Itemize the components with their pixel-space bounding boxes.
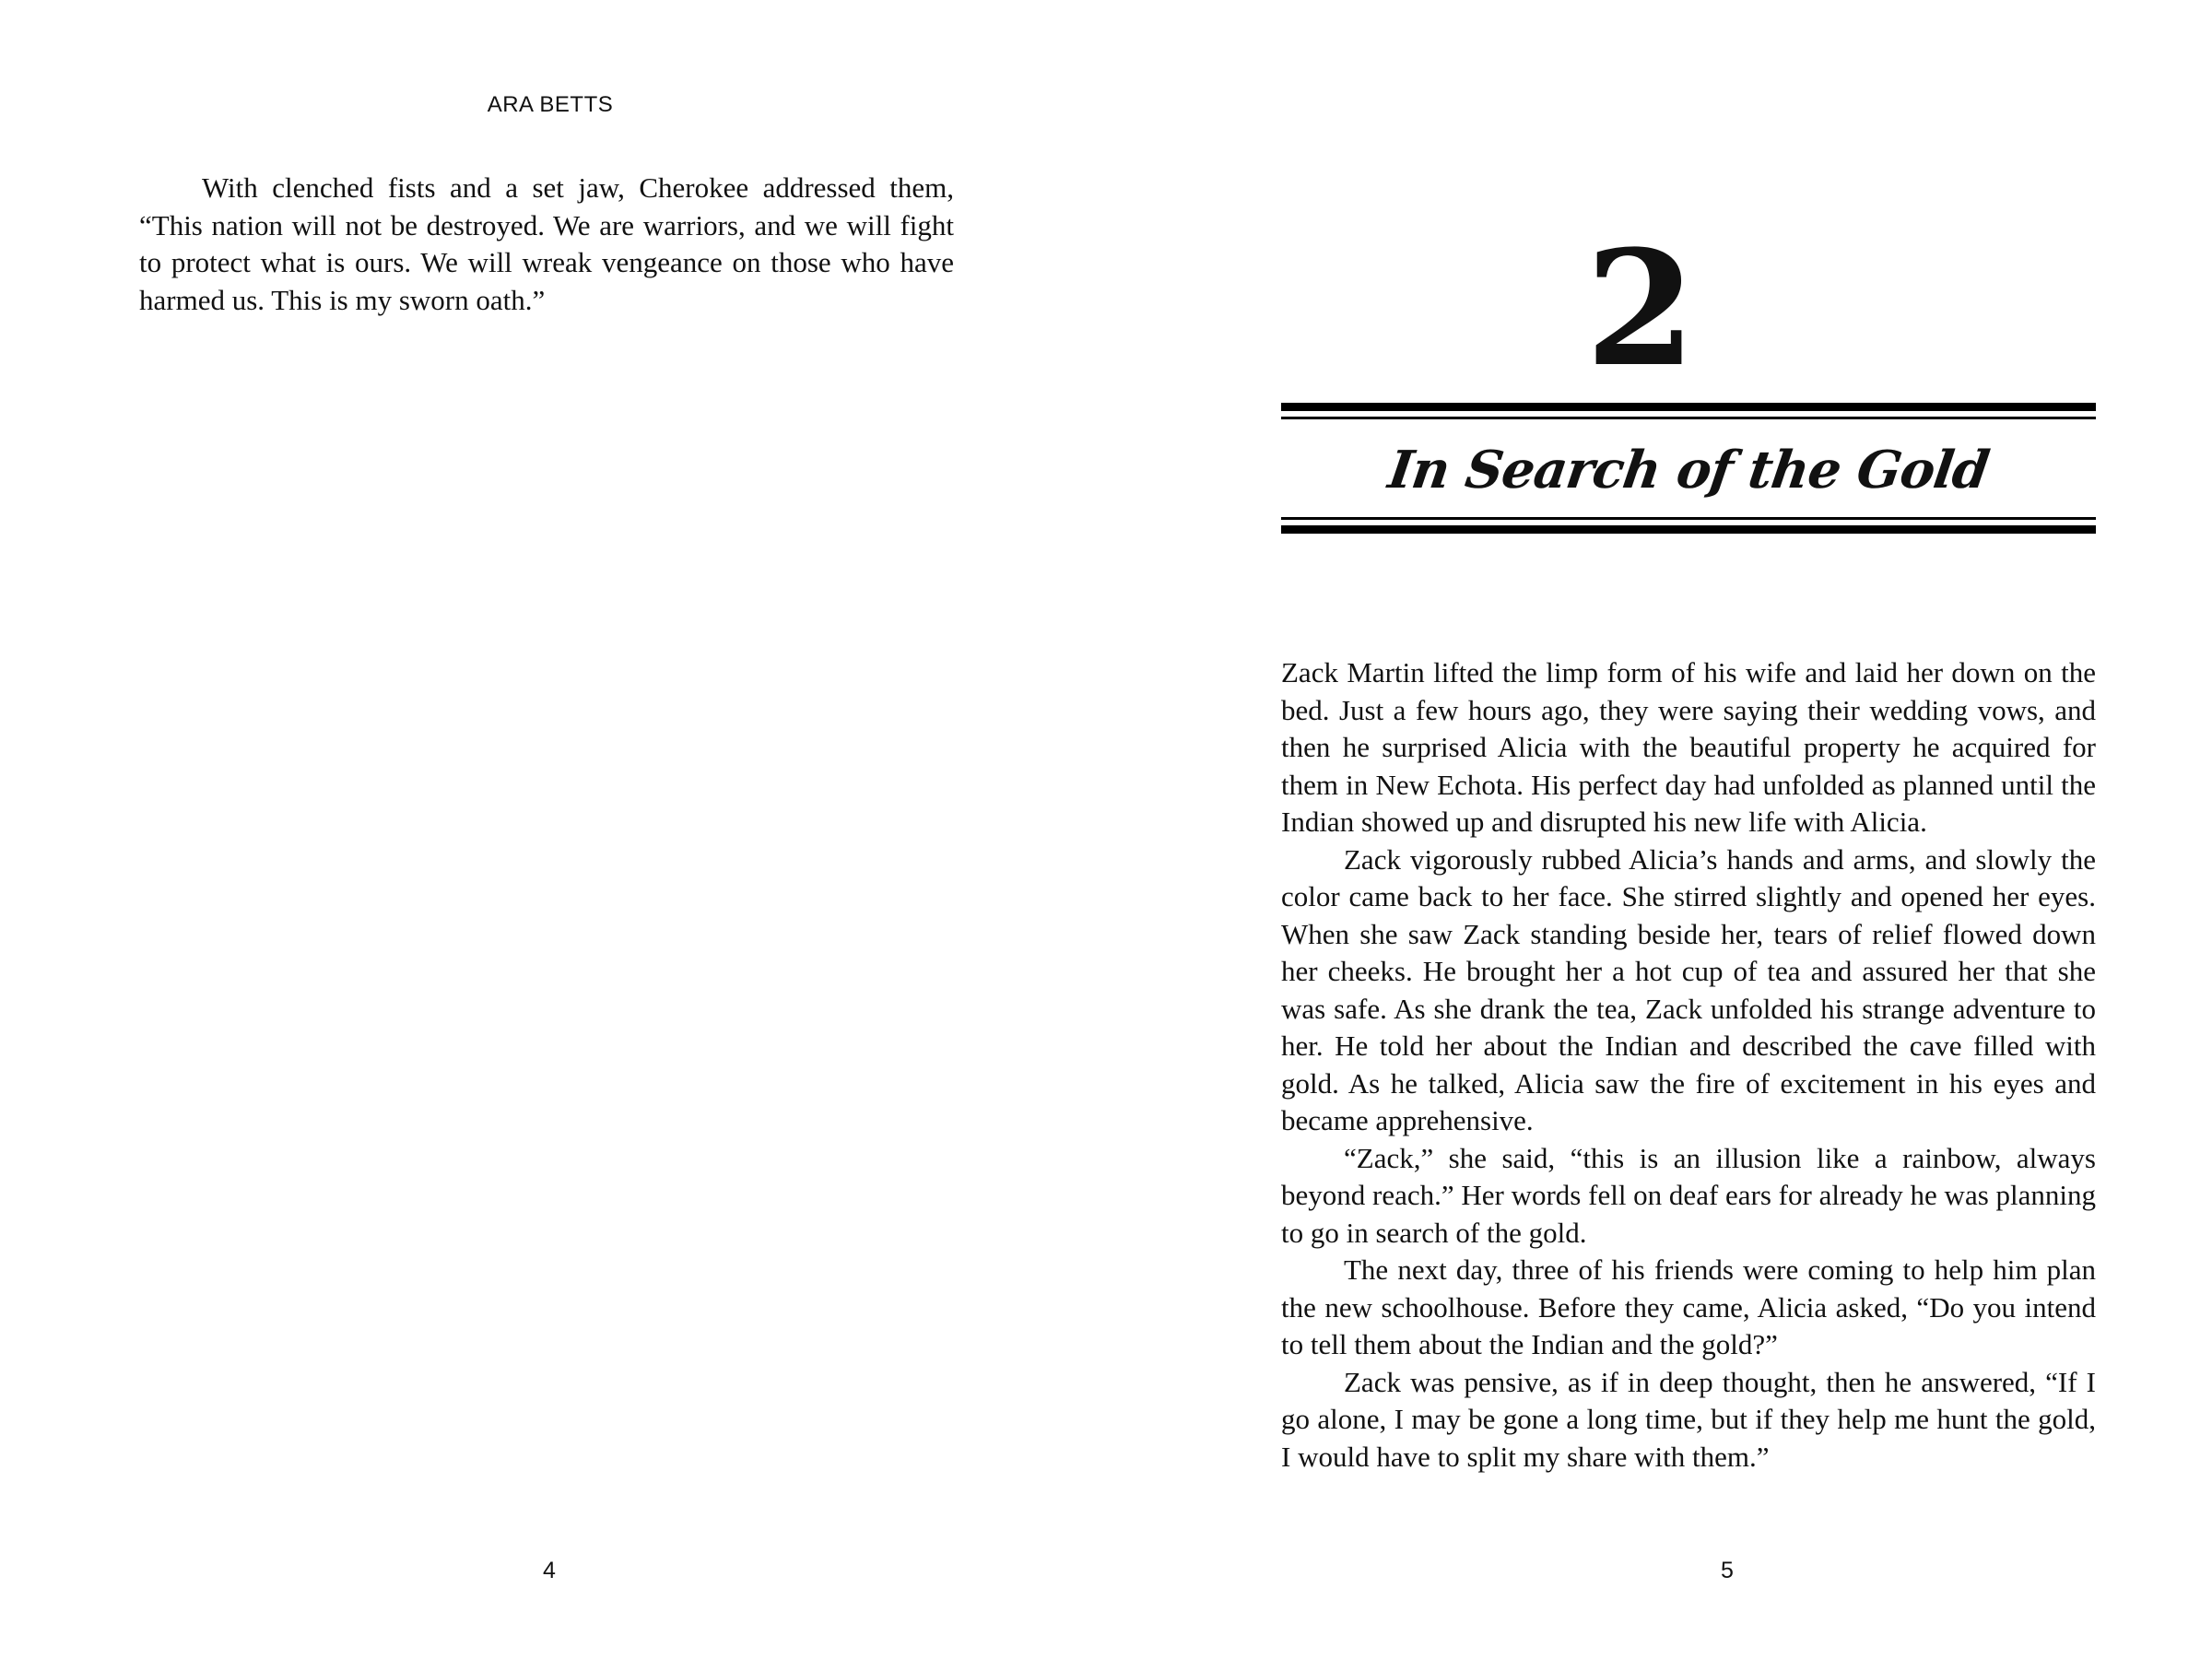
left-page-body xyxy=(139,170,954,319)
paragraph: Zack Martin lifted the limp form of his wife and laid her down on the bed. Just a few hours ago, they were saying their wedding vows, and then he surprised Alicia with the beautiful property he acquired for them in New Echota. His perfect day had unfolded as planned until the Indian showed up and disrupted his new life with Alicia. xyxy=(1281,656,2096,838)
running-head-author: ARA BETTS xyxy=(487,92,614,117)
title-rule-top-thin xyxy=(1281,417,2096,419)
chapter-title: In Search of the Gold xyxy=(1384,440,1993,500)
page-number-right: 5 xyxy=(1721,1558,1734,1583)
title-rule-bottom-thin xyxy=(1281,517,2096,520)
right-page xyxy=(1106,0,2212,1659)
right-page-body xyxy=(1281,654,2096,1476)
chapter-number: 2 xyxy=(1585,215,1696,402)
paragraph: “Zack,” she said, “this is an illusion like a rainbow, always beyond reach.” Her words fell on deaf ears for already he was planning to go in search of the gold. xyxy=(1281,1141,2096,1249)
title-rule-top-thick xyxy=(1281,403,2096,411)
page-number-left: 4 xyxy=(543,1558,556,1583)
paragraph: Zack vigorously rubbed Alicia’s hands and arms, and slowly the color came back to her face. She stirred slightly and opened her eyes. When she saw Zack standing beside her, tears of relief flowed down her cheeks. He brought her a hot cup of tea and assured her that she was safe. As she drank the tea, Zack unfolded his strange adventure to her. He told her about the Indian and described the cave filled with gold. As he talked, Alicia saw the fire of excitement in his eyes and became apprehensive. xyxy=(1281,842,2096,1136)
paragraph: Zack was pensive, as if in deep thought, then he answered, “If I go alone, I may be gone a long time, but if they help me hunt the gold, I would have to split my share with them.” xyxy=(1281,1365,2096,1473)
paragraph: The next day, three of his friends were coming to help him plan the new schoolhouse. Before they came, Alicia asked, “Do you intend to tell them about the Indian and the gold?” xyxy=(1281,1253,2096,1360)
title-rule-bottom-thick xyxy=(1281,525,2096,534)
paragraph: With clenched fists and a set jaw, Cherokee addressed them, “This nation will not be destroyed. We are warriors, and we will fight to protect what is ours. We will wreak vengeance on those who have harmed us. This is my sworn oath.” xyxy=(139,171,954,316)
